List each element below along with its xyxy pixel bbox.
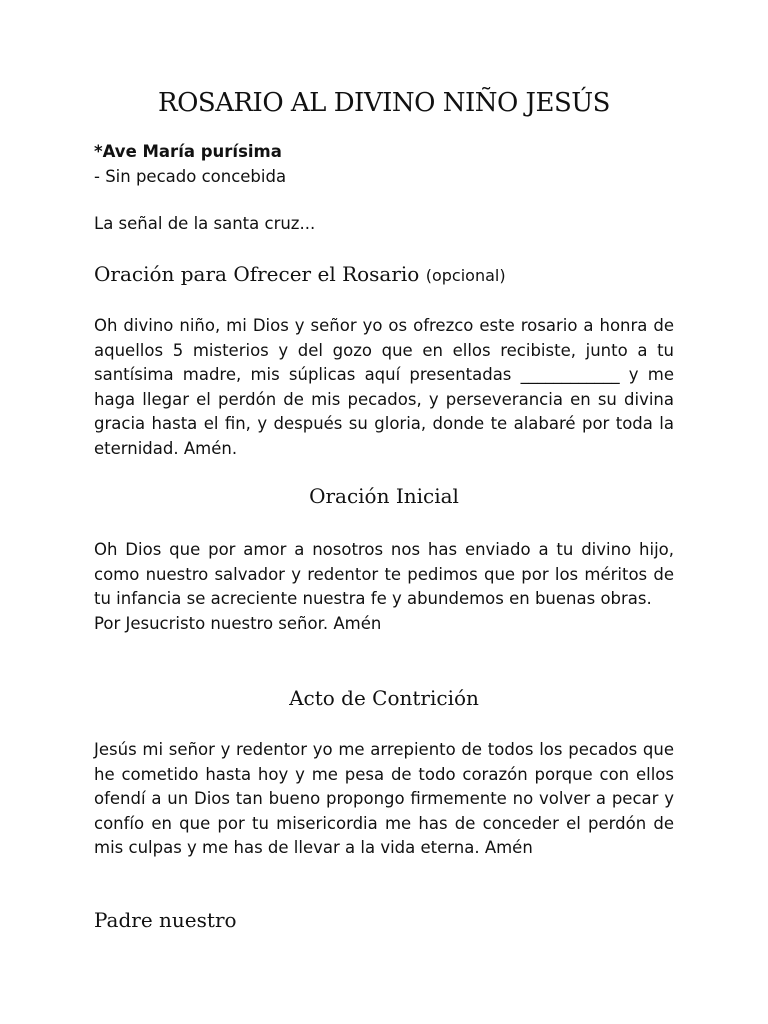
contrition-paragraph: Jesús mi señor y redentor yo me arrepiento de todos los pecados que he cometido hasta hoy y me pesa de todo corazón porque con ellos ofendí a un Dios tan bueno propongo firmemente no volver a pecar y confío en que por tu misericordia me has de conceder el perdón de mis culpas y me has de llevar a la vida eterna. Amén <box>94 740 674 857</box>
contrition-heading: Acto de Contrición <box>289 686 479 710</box>
offer-heading-label: Oración para Ofrecer el Rosario <box>94 262 420 286</box>
initial-paragraph: Oh Dios que por amor a nosotros nos has enviado a tu divino hijo, como nuestro salvador y redentor te pedimos que por los méritos de tu infancia se acreciente nuestra fe y abundemos en buenas obras. <box>94 540 674 608</box>
initial-block <box>94 538 674 636</box>
offer-paragraph: Oh divino niño, mi Dios y señor yo os ofrezco este rosario a honra de aquellos 5 misterios y del gozo que en ellos recibiste, junto a tu santísima madre, mis súplicas aquí presentadas ____________ y me haga llegar el perdón de mis pecados, y perseverancia en su divina gracia hasta el fin, y después su gloria, donde te alabaré por toda la eternidad. Amén. <box>94 316 674 458</box>
initial-closing: Por Jesucristo nuestro señor. Amén <box>94 613 382 633</box>
offer-heading <box>94 262 506 286</box>
greeting-call: *Ave María purísima <box>94 142 282 161</box>
greeting-block <box>94 140 674 189</box>
offer-heading-note: (opcional) <box>425 266 506 285</box>
sign-of-cross-text: La señal de la santa cruz... <box>94 214 316 233</box>
father-heading: Padre nuestro <box>94 908 237 932</box>
document-title: ROSARIO AL DIVINO NIÑO JESÚS <box>158 88 610 118</box>
initial-heading: Oración Inicial <box>309 484 459 508</box>
greeting-response: - Sin pecado concebida <box>94 166 287 186</box>
